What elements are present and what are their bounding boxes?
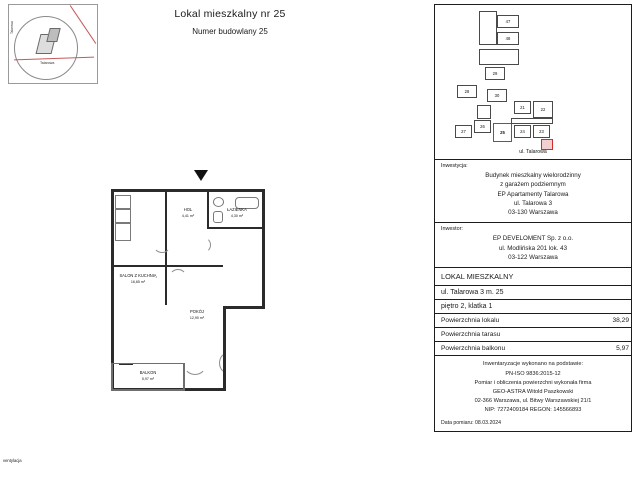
unit-location: piętro 2, klatka 1 — [434, 300, 632, 314]
balcony-edge-left — [111, 363, 113, 391]
room-label-hol — [170, 207, 206, 218]
ventilation-note: ventylacja — [3, 458, 22, 463]
keyplan-unit-23: 23 — [533, 125, 550, 138]
wall-top — [111, 189, 265, 192]
door-arc-bathroom — [195, 237, 211, 253]
door-arc-hol — [153, 235, 171, 253]
footer-line-3: Pomiar i obliczenia powierzchni wykonała firma — [474, 379, 592, 386]
kitchen-sink-icon — [115, 195, 131, 209]
room-area-salon: 16,65 m² — [130, 279, 146, 284]
table-row-area-lokal — [434, 314, 632, 328]
footer-line-4: GEO-ASTRA Witold Paszkowski — [492, 389, 574, 396]
investment-line-5: 03-130 Warszawa — [508, 209, 558, 217]
keyplan-corridor-lower — [511, 118, 553, 124]
keyplan-unit-27: 27 — [455, 125, 472, 138]
area-value-lokal: 38,29 — [612, 317, 629, 325]
room-area-lazienka: 4,30 m² — [230, 213, 244, 218]
investor-section — [434, 223, 632, 268]
investor-line-2: ul. Modlińska 201 lok. 43 — [498, 244, 568, 252]
footer-block — [434, 356, 632, 432]
keyplan-unit-21: 21 — [514, 101, 531, 114]
keyplan-unit-29: 29 — [485, 67, 505, 80]
keyplan-unit-22: 22 — [533, 101, 553, 118]
room-label-lazienka — [215, 207, 259, 218]
page-subtitle: Numer budowlany 25 — [192, 27, 268, 36]
room-name-salon: SALON Z KUCHNIĄ — [119, 273, 157, 278]
investor-body — [441, 234, 625, 262]
wall-left — [111, 189, 114, 391]
locator-map — [8, 4, 98, 92]
page-title: Lokal mieszkalny nr 25 — [174, 8, 286, 20]
measurement-date: Data pomiaru: 08.03.2024 — [441, 419, 501, 426]
keyplan-unit-28: 28 — [457, 85, 477, 98]
table-row-area-balkon — [434, 342, 632, 356]
keyplan-unit-47: 47 — [497, 15, 519, 28]
investment-body — [441, 171, 625, 217]
room-area-pokoj: 12,90 m² — [189, 315, 205, 320]
room-label-balkon — [121, 370, 175, 381]
room-area-balkon: 5,97 m² — [141, 376, 155, 381]
locator-street-label-vertical: Talarowa — [10, 21, 14, 34]
locator-street-label: Talarowa — [40, 61, 55, 65]
washbasin-icon — [213, 197, 224, 207]
room-name-hol: HOL — [183, 207, 193, 212]
keyplan-core-top — [479, 11, 497, 45]
kitchen-counter-icon — [115, 223, 131, 241]
keyplan-unit-24: 24 — [514, 125, 531, 138]
keyplan-corridor-upper — [479, 49, 519, 65]
room-area-hol: 4,41 m² — [181, 213, 195, 218]
keyplan-unit-26: 26 — [474, 120, 491, 133]
key-plan — [434, 4, 632, 160]
investor-line-3: 03-122 Warszawa — [508, 254, 558, 262]
keyplan-street-label: ul. Talarowa — [519, 149, 547, 155]
wall-right-upper — [262, 189, 265, 309]
balcony-edge-top — [113, 363, 185, 364]
investor-header: Inwestor: — [441, 226, 463, 233]
investor-line-1: EP DEVELOMENT Sp. z o.o. — [492, 235, 574, 243]
room-label-pokoj — [173, 309, 221, 320]
footer-line-1: Inwentaryzacje wykonano na podstawie: — [482, 361, 584, 368]
wall-internal-pokoj-left — [165, 265, 167, 305]
door-arc-pokoj — [169, 269, 187, 287]
area-label-taras: Powierzchnia tarasu — [441, 331, 501, 339]
room-name-pokoj: POKÓJ — [190, 309, 204, 314]
investment-line-1: Budynek mieszkalny wielorodzinny — [485, 172, 581, 179]
door-arc-terrace — [183, 351, 207, 375]
door-arc-balcony — [219, 351, 243, 375]
keyplan-unit-25-highlighted: 25 — [493, 123, 512, 142]
wall-internal-bath-left — [207, 189, 209, 229]
keyplan-unit-30: 30 — [487, 89, 507, 102]
investment-header: Inwestycja: — [441, 163, 468, 169]
footer-line-6: NIP: 7272409184 REGON: 145566893 — [484, 407, 582, 414]
area-value-balkon: 5,97 — [616, 345, 629, 353]
table-row-area-taras — [434, 328, 632, 342]
unit-heading: LOKAL MIESZKALNY — [434, 268, 632, 286]
view-direction-marker — [194, 170, 208, 181]
wall-step-right — [223, 306, 265, 309]
wall-internal-hol-left — [165, 189, 167, 267]
area-label-lokal: Powierzchnia lokalu — [441, 317, 500, 325]
investment-line-2: z garażem podziemnym — [500, 181, 566, 189]
room-name-lazienka: ŁAZIENKA — [227, 207, 247, 212]
balcony-edge-bottom — [113, 389, 185, 391]
room-label-salon — [111, 273, 165, 284]
wall-internal-pokoj-top — [165, 265, 223, 267]
footer-line-2: PN-ISO 9836:2015-12 — [505, 370, 561, 377]
floor-plan — [3, 175, 315, 463]
unit-address: ul. Talarowa 3 m. 25 — [434, 286, 632, 300]
area-value-taras — [623, 328, 631, 341]
footer-line-5: 02-366 Warszawa, ul. Bitwy Warszawskiej 21/1 — [474, 398, 592, 405]
investment-line-3: EP Apartamenty Talarowa — [497, 190, 569, 198]
info-panel — [434, 4, 632, 432]
keyplan-staircase — [477, 105, 491, 119]
kitchen-hob-icon — [115, 209, 131, 223]
investment-line-4: ul. Talarowa 3 — [513, 199, 553, 207]
wall-internal-bath-bottom — [207, 227, 263, 229]
keyplan-unit-48: 48 — [497, 32, 519, 45]
wall-right-lower — [223, 306, 226, 390]
investment-section — [434, 160, 632, 223]
room-name-balkon: BALKON — [139, 370, 157, 375]
title-block — [120, 8, 340, 36]
area-label-balkon: Powierzchnia balkonu — [441, 345, 506, 353]
